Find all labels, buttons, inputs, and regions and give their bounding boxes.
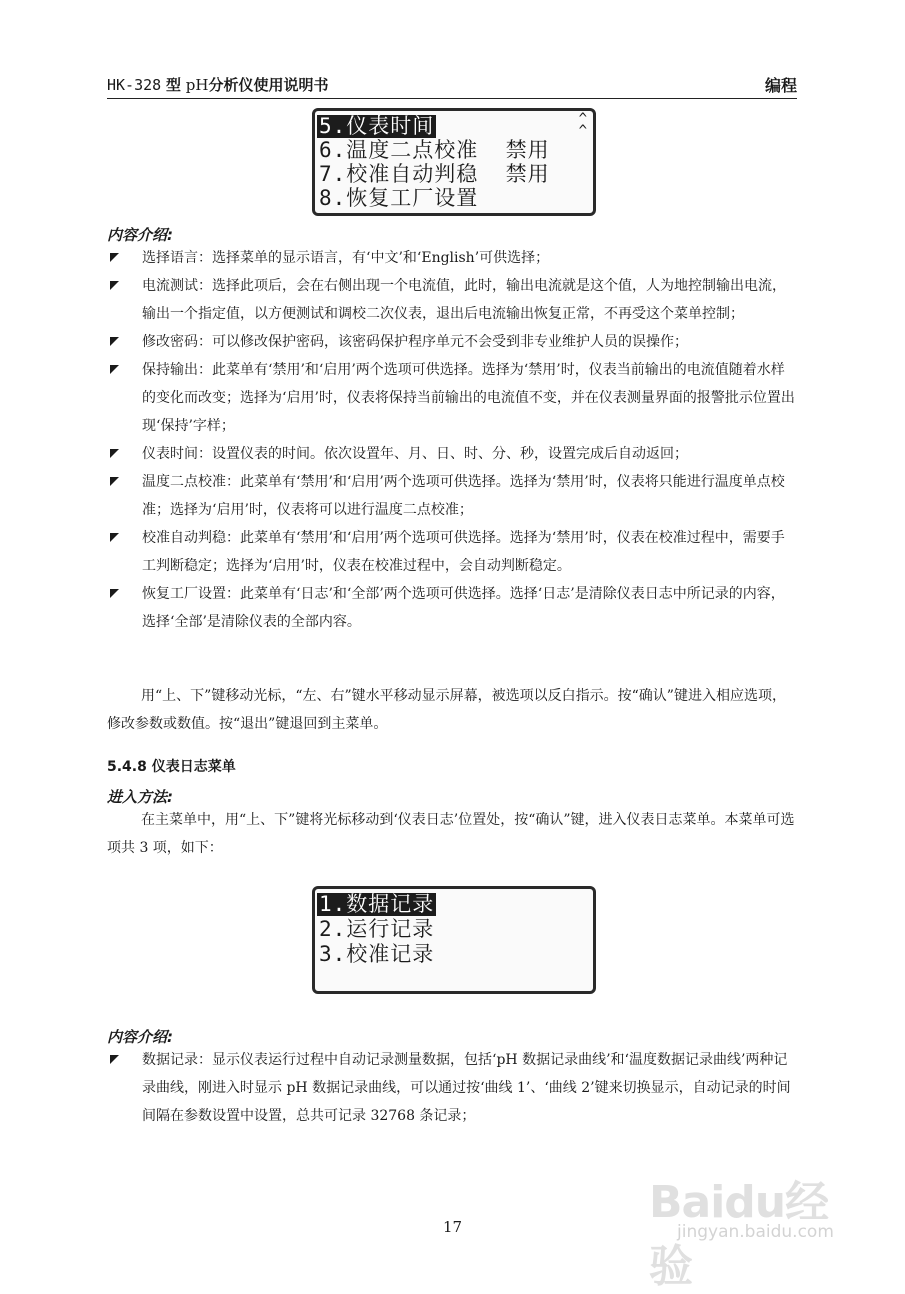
bullet-triangle-icon [110, 449, 119, 458]
bullet-item [107, 524, 797, 580]
lcd-line: 6.温度二点校准 禁用 [319, 138, 550, 162]
header-document-title [107, 74, 328, 95]
page-header [107, 72, 797, 99]
bullet-triangle-icon [110, 533, 119, 542]
lcd-line: 2.运行记录 [319, 917, 435, 941]
navigation-paragraph: 用“上、下”键移动光标，“左、右”键水平移动显示屏幕，被选项以反白指示。按“确认”键进入相应选项，修改参数或数值。按“退出”键退回到主菜单。 [107, 688, 786, 732]
entry-method-paragraph: 在主菜单中，用“上、下”键将光标移动到‘仪表日志’位置处，按“确认”键，进入仪表日志菜单。本菜单可选项共 3 项，如下： [107, 812, 795, 856]
lcd-line: 7.校准自动判稳 禁用 [319, 162, 550, 186]
bullet-text: 电流测试：选择此项后，会在右侧出现一个电流值，此时，输出电流就是这个值，人为地控制输出电流，输出一个指定值，以方便测试和调校二次仪表，退出后电流输出恢复正常，不再受这个菜单控制； [142, 278, 786, 322]
bullet-text: 恢复工厂设置：此菜单有‘日志’和‘全部’两个选项可供选择。选择‘日志’是清除仪表日志中所记录的内容，选择‘全部’是清除仪表的全部内容。 [142, 586, 785, 630]
bullet-item [107, 1046, 797, 1130]
bullet-text: 选择语言：选择菜单的显示语言，有‘中文’和‘English’可供选择； [142, 250, 550, 266]
lcd-line-selected: 1.数据记录 [319, 892, 435, 916]
header-model: HK-328 [107, 76, 162, 94]
bullet-item [107, 468, 797, 524]
bullet-item [107, 328, 797, 356]
bullet-text: 仪表时间：设置仪表的时间。依次设置年、月、日、时、分、秒，设置完成后自动返回； [142, 446, 688, 462]
entry-method-heading: 进入方法: [107, 788, 173, 806]
watermark-logo: Baidu经验 [649, 1177, 829, 1292]
header-title-part-3: 分析仪使用说明书 [208, 76, 329, 94]
lcd-menu-screen-log [312, 886, 596, 994]
lcd-line: 8.恢复工厂设置 [319, 186, 479, 210]
bullet-text: 保持输出：此菜单有‘禁用’和‘启用’两个选项可供选择。选择为‘禁用’时，仪表当前输出的电流值随着水样的变化而改变；选择为‘启用’时，仪表将保持当前输出的电流值不变，并在仪表测量界面的报警批示位置出现‘保持’字样； [142, 362, 795, 434]
lcd-line: 3.校准记录 [319, 942, 435, 966]
bullet-triangle-icon [110, 337, 119, 346]
watermark-url: jingyan.baidu.com [677, 1222, 834, 1242]
bullet-triangle-icon [110, 281, 119, 290]
bullet-triangle-icon [110, 1055, 119, 1064]
bullet-triangle-icon [110, 477, 119, 486]
page-number: 17 [442, 1218, 463, 1236]
header-title-part-1: 型 [165, 76, 181, 94]
bullet-text: 温度二点校准：此菜单有‘禁用’和‘启用’两个选项可供选择。选择为‘禁用’时，仪表将只能进行温度单点校准；选择为‘启用’时，仪表将可以进行温度二点校准； [142, 474, 785, 518]
bullet-triangle-icon [110, 365, 119, 374]
bullet-item [107, 272, 797, 328]
bullet-item [107, 580, 797, 636]
header-title-part-2: pH [185, 76, 209, 94]
section-title: 5.4.8 仪表日志菜单 [107, 759, 236, 775]
bullet-item [107, 244, 797, 272]
bullet-list-log [107, 1046, 797, 1130]
header-section-name: 编程 [764, 76, 797, 95]
bullet-text: 修改密码：可以修改保护密码，该密码保护程序单元不会受到非专业维护人员的误操作； [142, 334, 688, 350]
bullet-text: 校准自动判稳：此菜单有‘禁用’和‘启用’两个选项可供选择。选择为‘禁用’时，仪表在校准过程中，需要手工判断稳定；选择为‘启用’时，仪表在校准过程中，会自动判断稳定。 [142, 530, 785, 574]
bullet-text: 数据记录：显示仪表运行过程中自动记录测量数据，包括‘pH 数据记录曲线’和‘温度数据记录曲线’两种记录曲线，刚进入时显示 pH 数据记录曲线，可以通过按‘曲线 1’、‘曲线 2’键来切换显示，自动记录的时间间隔在参数设置中设置，总共可记录 32768 条记录； [142, 1052, 791, 1124]
bullet-triangle-icon [110, 253, 119, 262]
bullet-list-settings [107, 244, 797, 636]
lcd-menu-screen-settings [312, 108, 596, 216]
scroll-up-arrow-icon: ^ ^ [578, 111, 587, 139]
baidu-jingyan-watermark [649, 1148, 849, 1292]
bullet-item [107, 356, 797, 440]
bullet-item [107, 440, 797, 468]
lcd-line-selected: 5.仪表时间 [319, 114, 435, 138]
content-intro-heading: 内容介绍: [107, 226, 173, 244]
bullet-triangle-icon [110, 589, 119, 598]
content-intro-heading: 内容介绍: [107, 1028, 173, 1046]
